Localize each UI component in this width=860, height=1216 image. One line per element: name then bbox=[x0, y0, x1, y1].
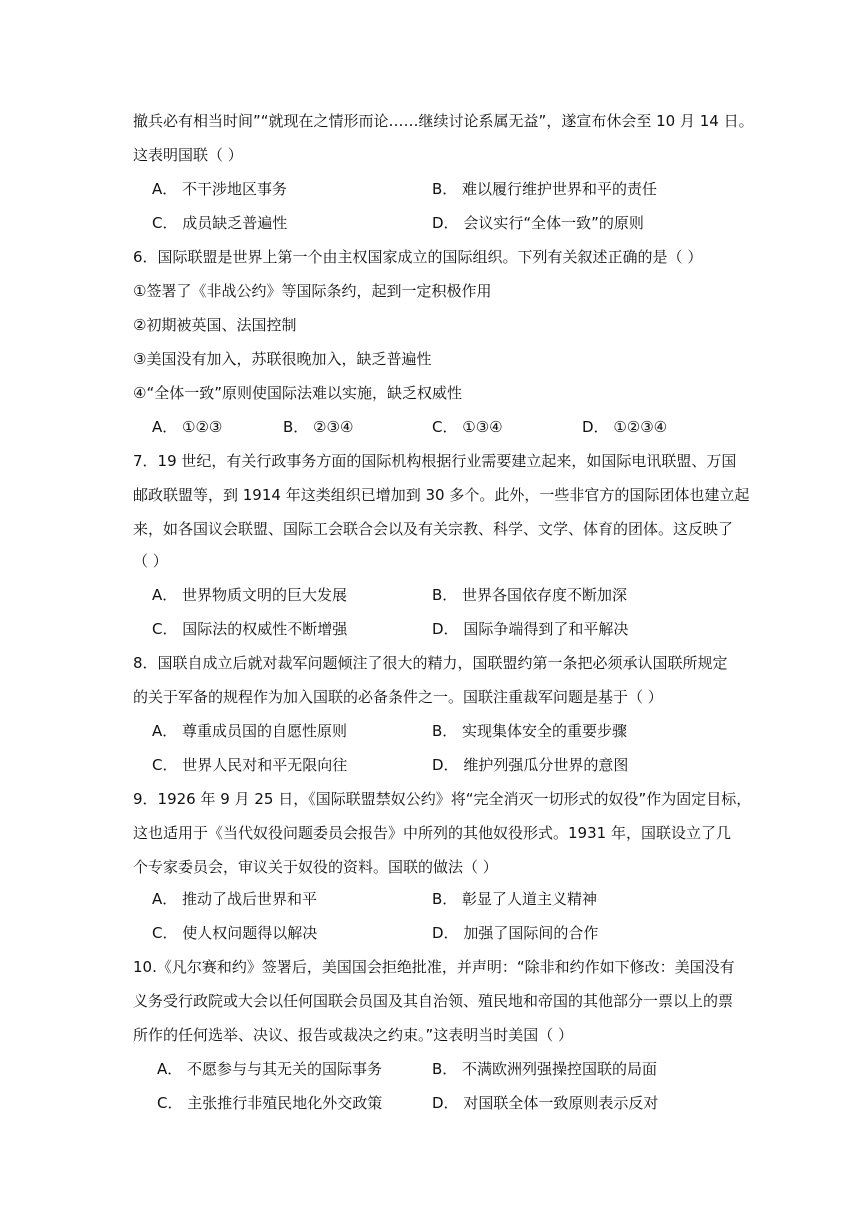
q6-statement-3: ③美国没有加入，苏联很晚加入，缺乏普遍性 bbox=[133, 350, 432, 368]
q6-option-d[interactable]: D． ①②③④ bbox=[582, 418, 668, 436]
q5-stem-line-1: 撤兵必有相当时间”“就现在之情形而论……继续讨论系属无益”，遂宣布休会至 10 月 14 日。 bbox=[133, 112, 754, 130]
q7-stem-line-1: 7．19 世纪，有关行政事务方面的国际机构根据行业需要建立起来，如国际电讯联盟、万国 bbox=[133, 452, 737, 470]
q5-option-d[interactable]: D． 会议实行“全体一致”的原则 bbox=[432, 214, 644, 232]
q9-stem-line-3: 个专家委员会，审议关于奴役的资料。国联的做法（ ） bbox=[133, 858, 498, 876]
q9-option-d[interactable]: D． 加强了国际间的合作 bbox=[432, 924, 599, 942]
q5-stem-line-2: 这表明国联（ ） bbox=[133, 146, 243, 164]
q6-statement-4: ④“全体一致”原则使国际法难以实施，缺乏权威性 bbox=[133, 384, 462, 402]
q9-stem-line-2: 这也适用于《当代奴役问题委员会报告》中所列的其他奴役形式。1931 年，国联设立了几 bbox=[133, 824, 731, 842]
q9-option-a[interactable]: A． 推动了战后世界和平 bbox=[152, 890, 318, 908]
q8-option-c[interactable]: C． 世界人民对和平无限向往 bbox=[152, 756, 348, 774]
q10-option-d[interactable]: D． 对国联全体一致原则表示反对 bbox=[432, 1094, 659, 1112]
q8-stem-line-2: 的关于军备的规程作为加入国联的必备条件之一。国联注重裁军问题是基于（ ） bbox=[133, 688, 663, 706]
q7-option-a[interactable]: A． 世界物质文明的巨大发展 bbox=[152, 586, 348, 604]
q10-option-c[interactable]: C． 主张推行非殖民地化外交政策 bbox=[157, 1094, 383, 1112]
q9-option-b[interactable]: B． 彰显了人道主义精神 bbox=[432, 890, 598, 908]
q5-option-a[interactable]: A． 不干涉地区事务 bbox=[152, 180, 288, 198]
q5-option-c[interactable]: C． 成员缺乏普遍性 bbox=[152, 214, 288, 232]
q8-option-d[interactable]: D． 维护列强瓜分世界的意图 bbox=[432, 756, 629, 774]
q10-stem-line-3: 所作的任何选举、决议、报告或裁决之约束。”这表明当时美国（ ） bbox=[133, 1026, 574, 1044]
q10-option-b[interactable]: B． 不满欧洲列强操控国联的局面 bbox=[432, 1060, 658, 1078]
q6-option-b[interactable]: B． ②③④ bbox=[283, 418, 354, 436]
q7-stem-line-2: 邮政联盟等，到 1914 年这类组织已增加到 30 多个。此外，一些非官方的国际团体也建立起 bbox=[133, 486, 750, 504]
q8-option-b[interactable]: B． 实现集体安全的重要步骤 bbox=[432, 722, 628, 740]
q6-statement-1: ①签署了《非战公约》等国际条约，起到一定积极作用 bbox=[133, 282, 492, 300]
q7-stem-line-3: 来，如各国议会联盟、国际工会联合会以及有关宗教、科学、文学、体育的团体。这反映了 bbox=[133, 520, 734, 538]
q6-statement-2: ②初期被英国、法国控制 bbox=[133, 316, 297, 334]
q7-option-c[interactable]: C． 国际法的权威性不断增强 bbox=[152, 620, 348, 638]
q10-stem-line-1: 10.《凡尔赛和约》签署后，美国国会拒绝批准，并声明：“除非和约作如下修改：美国没有 bbox=[133, 958, 735, 976]
q5-option-b[interactable]: B． 难以履行维护世界和平的责任 bbox=[432, 180, 658, 198]
q6-option-a[interactable]: A． ①②③ bbox=[152, 418, 223, 436]
q6-stem-line-1: 6．国际联盟是世界上第一个由主权国家成立的国际组织。下列有关叙述正确的是（ ） bbox=[133, 248, 703, 266]
q10-stem-line-2: 义务受行政院或大会以任何国联会员国及其自治领、殖民地和帝国的其他部分一票以上的票 bbox=[133, 992, 734, 1010]
q9-option-c[interactable]: C． 使人权问题得以解决 bbox=[152, 924, 318, 942]
q8-option-a[interactable]: A． 尊重成员国的自愿性原则 bbox=[152, 722, 348, 740]
q6-option-c[interactable]: C． ①③④ bbox=[432, 418, 503, 436]
q7-option-d[interactable]: D． 国际争端得到了和平解决 bbox=[432, 620, 629, 638]
q10-option-a[interactable]: A． 不愿参与与其无关的国际事务 bbox=[157, 1060, 383, 1078]
q7-stem-line-4: （ ） bbox=[133, 552, 168, 570]
q8-stem-line-1: 8．国联自成立后就对裁军问题倾注了很大的精力，国联盟约第一条把必须承认国联所规定 bbox=[133, 654, 728, 672]
q9-stem-line-1: 9．1926 年 9 月 25 日，《国际联盟禁奴公约》将“完全消灭一切形式的奴役”作为固定目标， bbox=[133, 790, 752, 808]
q7-option-b[interactable]: B． 世界各国依存度不断加深 bbox=[432, 586, 628, 604]
